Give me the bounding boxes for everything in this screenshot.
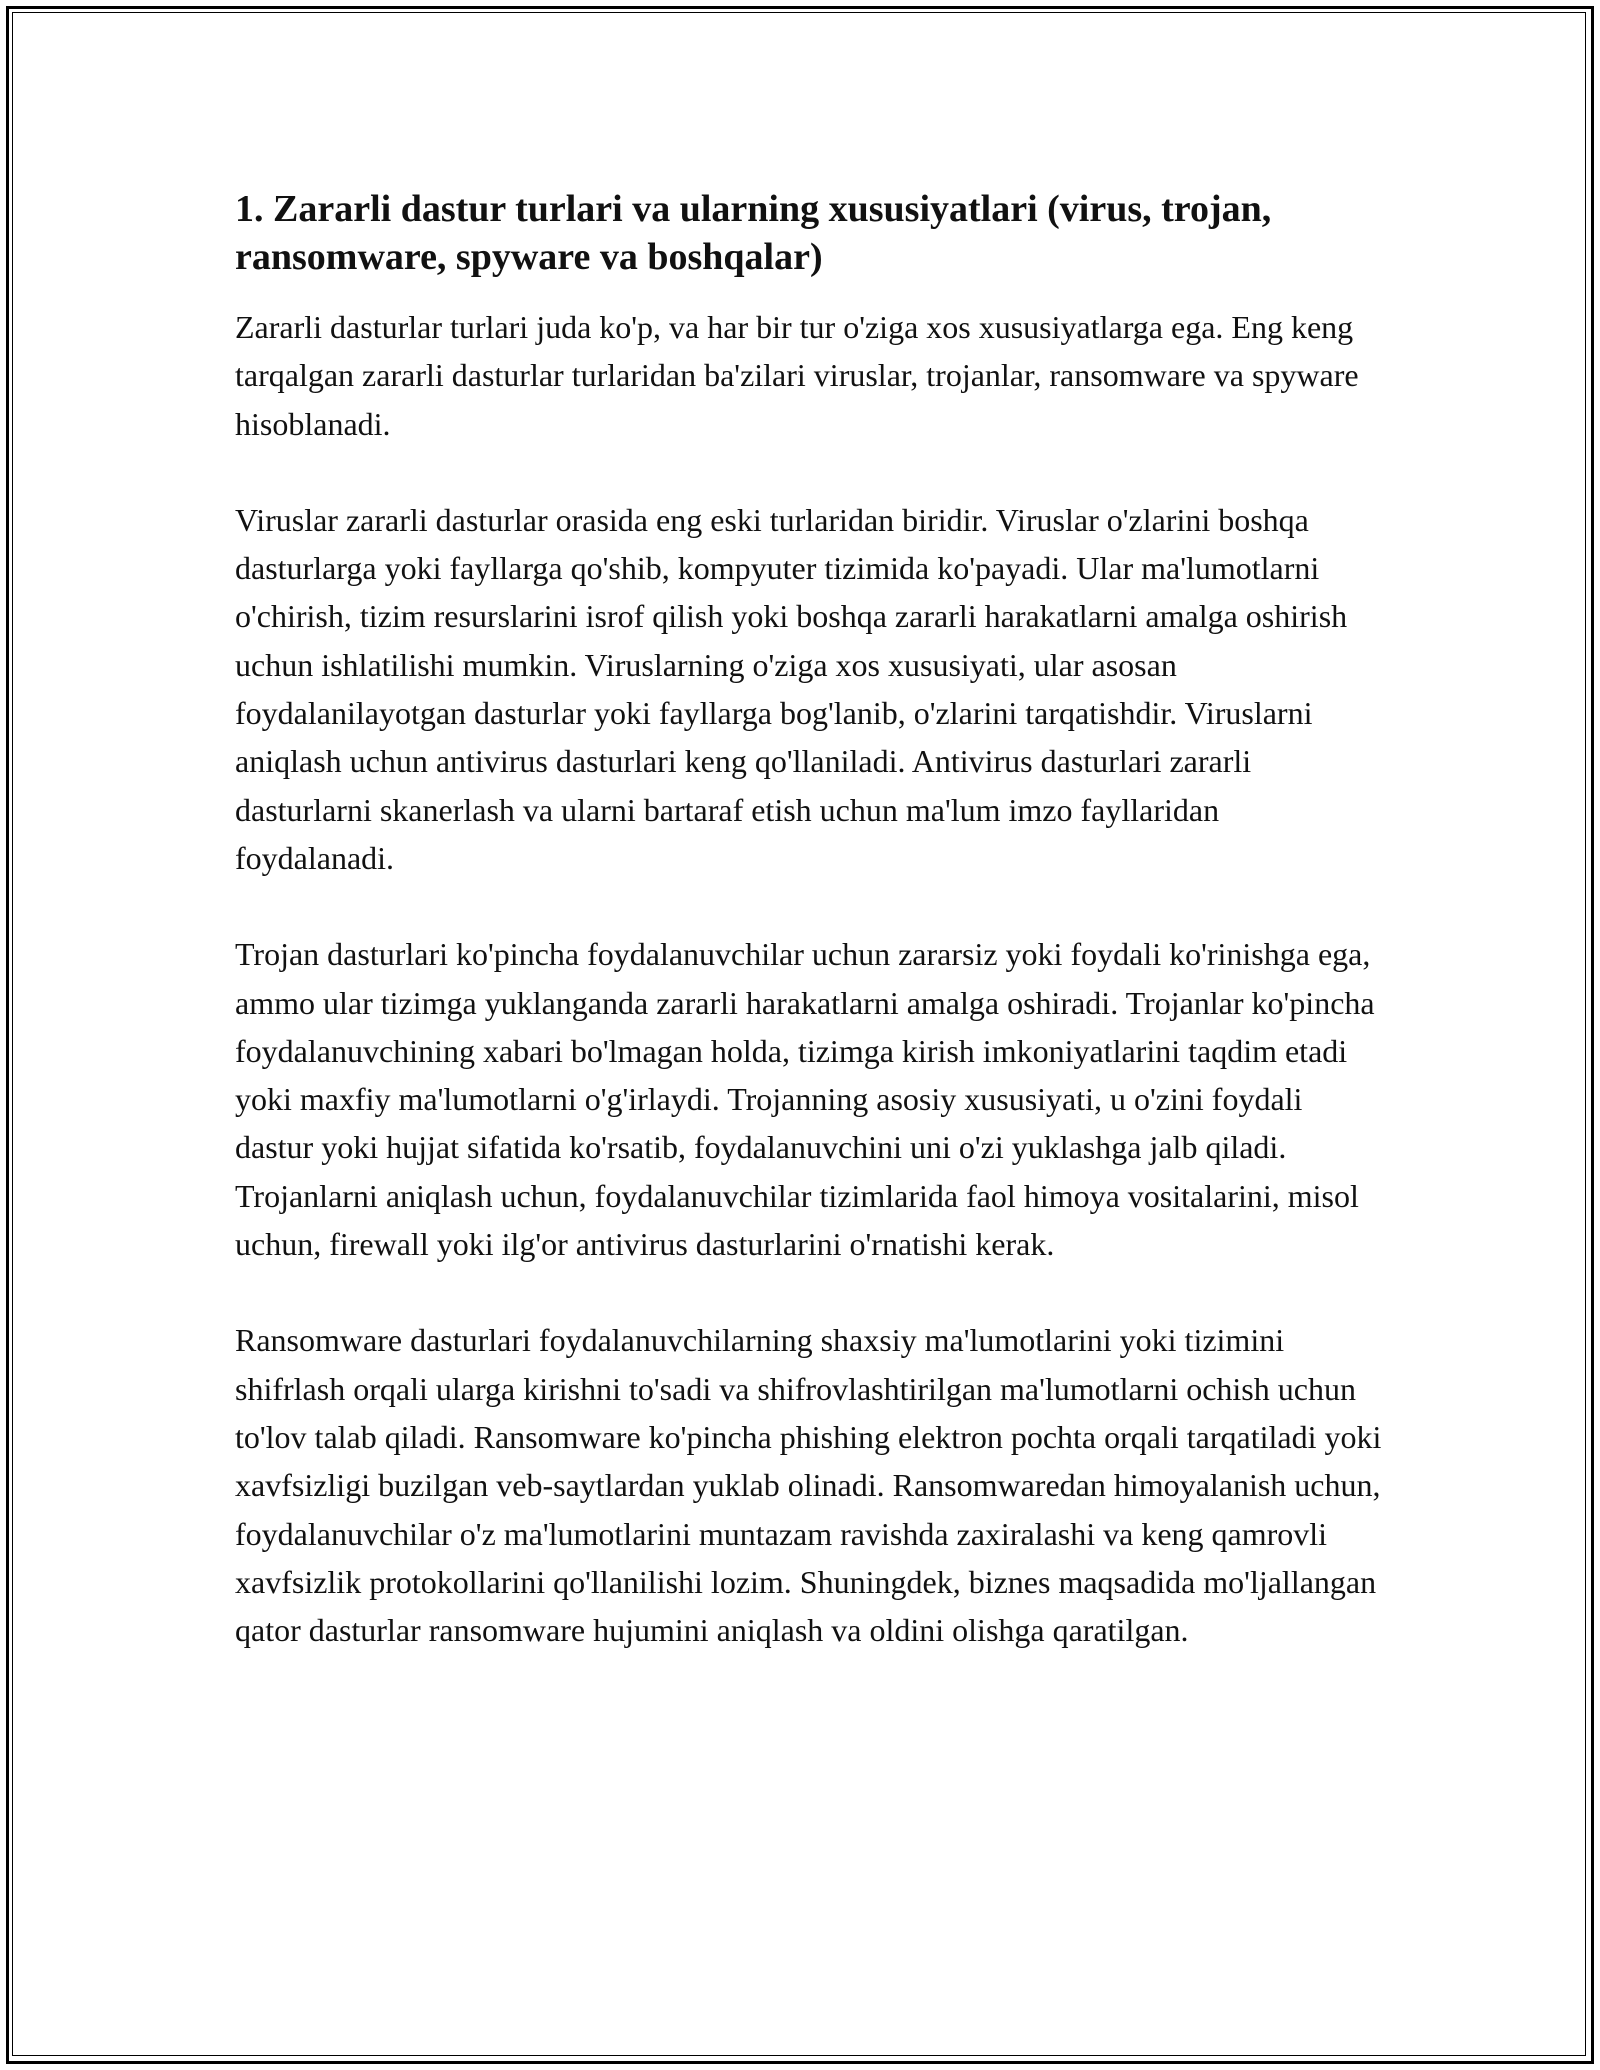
paragraph-ransomware: Ransomware dasturlari foydalanuvchilarning shaxsiy ma'lumotlarini yoki tizimini shifrlash orqali ularga kirishni to'sadi va shifrovlashtirilgan ma'lumotlarni ochish uchun to'lov talab qiladi. Ransomware ko'pincha phishing elektron pochta orqali tarqatiladi yoki xavfsizligi buzilgan veb-saytlardan yuklab olinadi. Ransomwaredan himoyalanish uchun, foydalanuvchilar o'z ma'lumotlarini muntazam ravishda zaxiralashi va keng qamrovli xavfsizlik protokollarini qo'llanilishi lozim. Shuningdek, biznes maqsadida mo'ljallangan qator dasturlar ransomware hujumini aniqlash va oldini olishga qaratilgan. <box>235 1322 1382 1649</box>
document-body <box>235 185 1385 1702</box>
paragraph-viruses: Viruslar zararli dasturlar orasida eng eski turlaridan biridir. Viruslar o'zlarini boshqa dasturlarga yoki fayllarga qo'shib, kompyuter tizimida ko'payadi. Ular ma'lumotlarni o'chirish, tizim resurslarini isrof qilish yoki boshqa zararli harakatlarni amalga oshirish uchun ishlatilishi mumkin. Viruslarning o'ziga xos xususiyati, ular asosan foydalanilayotgan dasturlar yoki fayllarga bog'lanib, o'zlarini tarqatishdir. Viruslarni aniqlash uchun antivirus dasturlari keng qo'llaniladi. Antivirus dasturlari zararli dasturlarni skanerlash va ularni bartaraf etish uchun ma'lum imzo fayllaridan foydalanadi. <box>235 501 1348 876</box>
paragraph-trojans: Trojan dasturlari ko'pincha foydalanuvchilar uchun zararsiz yoki foydali ko'rinishga ega, ammo ular tizimga yuklanganda zararli harakatlarni amalga oshiradi. Trojanlar ko'pincha foydalanuvchining xabari bo'lmagan holda, tizimga kirish imkoniyatlarini taqdim etadi yoki maxfiy ma'lumotlarni o'g'irlaydi. Trojanning asosiy xususiyati, u o'zini foydali dastur yoki hujjat sifatida ko'rsatib, foydalanuvchini uni o'zi yuklashga jalb qiladi. Trojanlarni aniqlash uchun, foydalanuvchilar tizimlarida faol himoya vositalarini, misol uchun, firewall yoki ilg'or antivirus dasturlarini o'rnatishi kerak. <box>235 936 1375 1263</box>
paragraph-intro: Zararli dasturlar turlari juda ko'p, va har bir tur o'ziga xos xususiyatlarga ega. Eng keng tarqalgan zararli dasturlar turlaridan ba'zilari viruslar, trojanlar, ransomware va spyware hisoblanadi. <box>235 309 1359 442</box>
section-heading: 1. Zararli dastur turlari va ularning xususiyatlari (virus, trojan, ransomware, spyware va boshqalar) <box>235 188 1272 278</box>
